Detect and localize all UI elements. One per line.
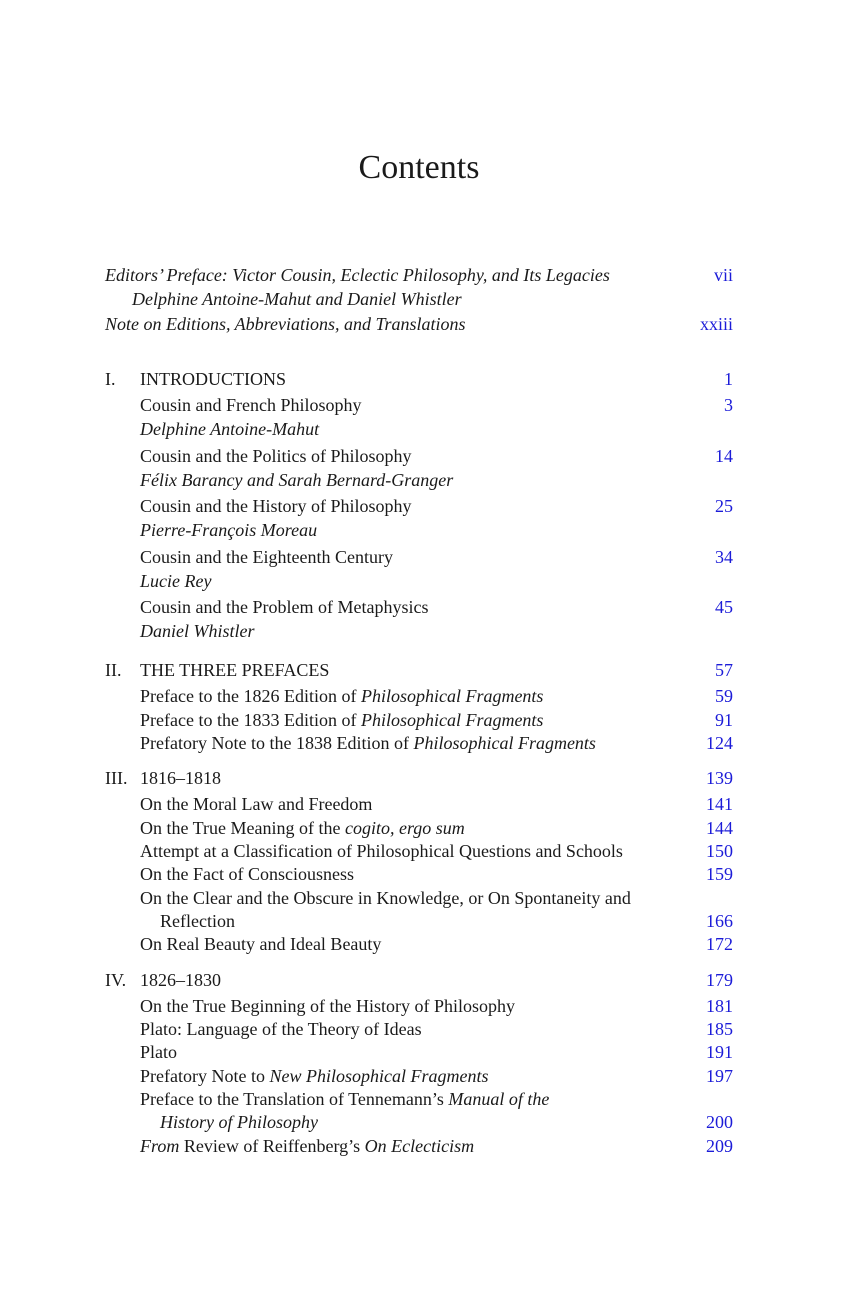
part-title: INTRODUCTIONS bbox=[140, 369, 286, 389]
toc-entry[interactable] bbox=[140, 732, 733, 755]
part-numeral: I. bbox=[105, 369, 116, 389]
page-number[interactable]: 159 bbox=[706, 864, 733, 884]
entry-text: Review of Reiffenberg’s bbox=[179, 1136, 365, 1156]
toc-entry[interactable] bbox=[140, 817, 733, 840]
toc-entry[interactable]: On the Fact of Consciousness bbox=[140, 864, 354, 884]
entry-italic-text: Philosophical Fragments bbox=[360, 686, 544, 706]
toc-entry-editors-preface[interactable]: Editors’ Preface: Victor Cousin, Eclectic Philosophy, and Its Legacies bbox=[105, 265, 610, 285]
toc-entry[interactable]: On the Clear and the Obscure in Knowledge, or On Spontaneity and bbox=[140, 888, 631, 908]
toc-part-heading[interactable] bbox=[105, 969, 733, 992]
toc-entry[interactable]: Cousin and the Eighteenth Century bbox=[140, 547, 393, 567]
page-number[interactable]: 1 bbox=[724, 369, 733, 389]
page-number[interactable]: xxiii bbox=[699, 314, 733, 334]
toc-entry[interactable] bbox=[140, 1088, 733, 1111]
toc-entry[interactable]: On the Moral Law and Freedom bbox=[140, 794, 373, 814]
page-number[interactable]: 91 bbox=[715, 710, 733, 730]
page-number[interactable]: 191 bbox=[706, 1042, 733, 1062]
entry-text: Prefatory Note to the 1838 Edition of bbox=[140, 733, 414, 753]
page-number[interactable]: 197 bbox=[706, 1066, 733, 1086]
part-numeral: IV. bbox=[105, 970, 127, 990]
page-number[interactable]: 181 bbox=[706, 996, 733, 1016]
entry-italic-text: From bbox=[140, 1136, 180, 1156]
entry-text: Prefatory Note to bbox=[140, 1066, 270, 1086]
page-number[interactable]: 166 bbox=[706, 911, 733, 931]
toc-part-heading[interactable] bbox=[105, 368, 733, 391]
page-number[interactable]: 185 bbox=[706, 1019, 733, 1039]
page-number[interactable]: 144 bbox=[706, 818, 733, 838]
page-number[interactable]: 57 bbox=[715, 660, 733, 680]
toc-entry[interactable] bbox=[140, 1135, 733, 1158]
toc-entry-author: Delphine Antoine-Mahut and Daniel Whistler bbox=[132, 289, 462, 309]
entry-text: Preface to the Translation of Tennemann’s bbox=[140, 1089, 449, 1109]
page-number[interactable]: 200 bbox=[706, 1112, 733, 1132]
entry-italic-text: Manual of the bbox=[448, 1089, 550, 1109]
toc-entry[interactable]: On Real Beauty and Ideal Beauty bbox=[140, 934, 382, 954]
toc-part-heading[interactable] bbox=[105, 767, 733, 790]
toc-entry[interactable]: Plato: Language of the Theory of Ideas bbox=[140, 1019, 422, 1039]
entry-italic-text: cogito, ergo sum bbox=[344, 818, 465, 838]
toc-entry-author: Daniel Whistler bbox=[140, 621, 255, 641]
toc-entry[interactable]: Cousin and the History of Philosophy bbox=[140, 496, 412, 516]
page-number[interactable]: 141 bbox=[706, 794, 733, 814]
toc-entry[interactable]: Plato bbox=[140, 1042, 178, 1062]
page-number[interactable]: 150 bbox=[706, 841, 733, 861]
part-title: THE THREE PREFACES bbox=[140, 660, 330, 680]
toc-entry[interactable] bbox=[140, 1065, 733, 1088]
part-title: 1826–1830 bbox=[140, 970, 221, 990]
page-number[interactable]: 25 bbox=[715, 496, 733, 516]
toc-entry-continuation[interactable]: Reflection bbox=[160, 911, 235, 931]
entry-italic-text: New Philosophical Fragments bbox=[269, 1066, 489, 1086]
toc-entry[interactable]: Cousin and the Problem of Metaphysics bbox=[140, 597, 429, 617]
page-title: Contents bbox=[358, 149, 480, 186]
entry-italic-text: On Eclecticism bbox=[364, 1136, 475, 1156]
part-numeral: II. bbox=[105, 660, 122, 680]
toc-entry[interactable]: Cousin and the Politics of Philosophy bbox=[140, 446, 412, 466]
toc-entry[interactable]: On the True Beginning of the History of Philosophy bbox=[140, 996, 516, 1016]
entry-italic-text: Philosophical Fragments bbox=[360, 710, 544, 730]
entry-text: Preface to the 1826 Edition of bbox=[140, 686, 361, 706]
entry-text: Preface to the 1833 Edition of bbox=[140, 710, 361, 730]
entry-text: On the True Meaning of the bbox=[140, 818, 345, 838]
part-title: 1816–1818 bbox=[140, 768, 221, 788]
page-number[interactable]: 124 bbox=[706, 733, 733, 753]
toc-entry[interactable] bbox=[140, 709, 733, 732]
entry-italic-text: History of Philosophy bbox=[160, 1112, 318, 1132]
toc-entry-author: Delphine Antoine-Mahut bbox=[140, 419, 320, 439]
toc-entry-note-on-editions[interactable]: Note on Editions, Abbreviations, and Translations bbox=[105, 314, 466, 334]
page-number[interactable]: 172 bbox=[706, 934, 733, 954]
toc-entry-continuation[interactable] bbox=[160, 1111, 733, 1134]
page-number[interactable]: 3 bbox=[724, 395, 733, 415]
toc-entry-author: Lucie Rey bbox=[140, 571, 212, 591]
page-number[interactable]: 14 bbox=[715, 446, 733, 466]
page-number[interactable]: 45 bbox=[715, 597, 733, 617]
page-number[interactable]: 139 bbox=[706, 768, 733, 788]
toc-entry-author: Félix Barancy and Sarah Bernard-Granger bbox=[140, 470, 454, 490]
toc-part-heading[interactable] bbox=[105, 659, 733, 682]
part-numeral: III. bbox=[105, 768, 128, 788]
toc-entry[interactable] bbox=[140, 685, 733, 708]
page-number[interactable]: 179 bbox=[706, 970, 733, 990]
page-number[interactable]: vii bbox=[713, 265, 733, 285]
toc-entry[interactable]: Attempt at a Classification of Philosophical Questions and Schools bbox=[140, 841, 623, 861]
page-number[interactable]: 34 bbox=[715, 547, 733, 567]
page-number[interactable]: 59 bbox=[715, 686, 733, 706]
toc-entry[interactable]: Cousin and French Philosophy bbox=[140, 395, 362, 415]
toc-entry-author: Pierre-François Moreau bbox=[140, 520, 318, 540]
page-number[interactable]: 209 bbox=[706, 1136, 733, 1156]
entry-italic-text: Philosophical Fragments bbox=[413, 733, 596, 753]
